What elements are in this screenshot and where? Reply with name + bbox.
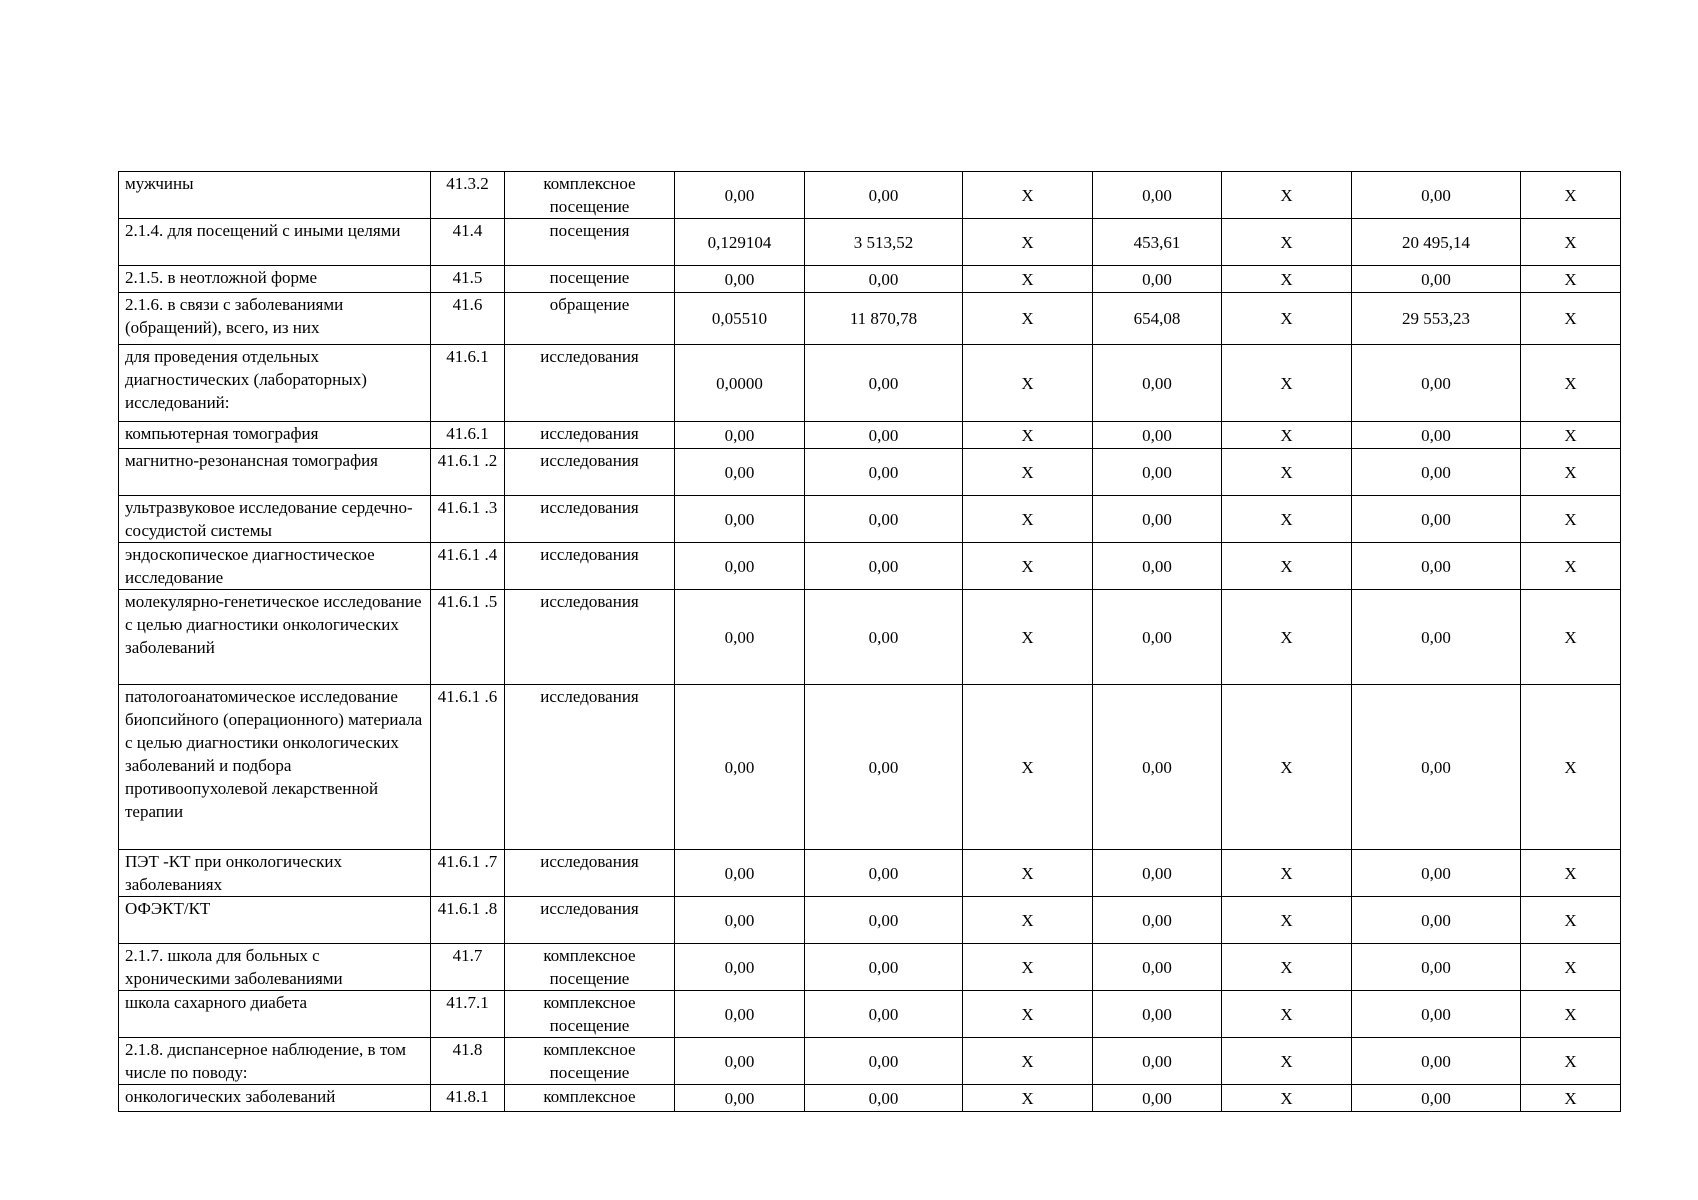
- row-code: 41.7.1: [431, 991, 505, 1038]
- table-row: [119, 590, 1621, 685]
- row-value-6: 0,00: [1352, 897, 1521, 944]
- row-name: молекулярно-генетическое исследование с целью диагностики онкологических заболеваний: [119, 590, 431, 685]
- row-value-1: 0,00: [675, 496, 805, 543]
- row-value-5: X: [1222, 590, 1352, 685]
- row-unit: исследования: [505, 422, 675, 449]
- row-unit: обращение: [505, 293, 675, 345]
- table-row: [119, 1038, 1621, 1085]
- row-name: эндоскопическое диагностическое исследование: [119, 543, 431, 590]
- table-row: [119, 219, 1621, 266]
- row-value-3: X: [963, 1038, 1093, 1085]
- row-value-7: X: [1521, 685, 1621, 850]
- row-code: 41.8.1: [431, 1085, 505, 1112]
- row-value-6: 0,00: [1352, 685, 1521, 850]
- row-value-1: 0,00: [675, 944, 805, 991]
- row-value-6: 20 495,14: [1352, 219, 1521, 266]
- row-value-6: 0,00: [1352, 991, 1521, 1038]
- row-value-4: 0,00: [1093, 944, 1222, 991]
- row-value-5: X: [1222, 1085, 1352, 1112]
- row-value-3: X: [963, 496, 1093, 543]
- row-value-2: 0,00: [805, 685, 963, 850]
- row-name: для проведения отдельных диагностических (лабораторных) исследований:: [119, 345, 431, 422]
- row-value-7: X: [1521, 850, 1621, 897]
- row-value-2: 0,00: [805, 543, 963, 590]
- row-value-2: 0,00: [805, 944, 963, 991]
- row-unit: комплексное посещение: [505, 172, 675, 219]
- table-row: [119, 496, 1621, 543]
- row-value-4: 0,00: [1093, 1085, 1222, 1112]
- row-name: компьютерная томография: [119, 422, 431, 449]
- row-value-7: X: [1521, 543, 1621, 590]
- row-code: 41.6.1: [431, 422, 505, 449]
- row-name: мужчины: [119, 172, 431, 219]
- row-value-4: 0,00: [1093, 991, 1222, 1038]
- row-value-1: 0,00: [675, 897, 805, 944]
- row-code: 41.6.1 .5: [431, 590, 505, 685]
- row-value-7: X: [1521, 496, 1621, 543]
- row-value-3: X: [963, 293, 1093, 345]
- row-value-6: 0,00: [1352, 1085, 1521, 1112]
- row-value-5: X: [1222, 543, 1352, 590]
- row-unit: посещения: [505, 219, 675, 266]
- row-value-3: X: [963, 850, 1093, 897]
- row-unit: исследования: [505, 496, 675, 543]
- row-value-4: 0,00: [1093, 685, 1222, 850]
- row-value-1: 0,129104: [675, 219, 805, 266]
- tariff-table: [118, 171, 1621, 1112]
- row-value-5: X: [1222, 685, 1352, 850]
- row-value-6: 0,00: [1352, 1038, 1521, 1085]
- row-value-1: 0,00: [675, 685, 805, 850]
- row-value-1: 0,00: [675, 850, 805, 897]
- table-row: [119, 991, 1621, 1038]
- row-value-5: X: [1222, 172, 1352, 219]
- row-value-5: X: [1222, 991, 1352, 1038]
- row-value-2: 0,00: [805, 449, 963, 496]
- row-value-1: 0,00: [675, 266, 805, 293]
- row-value-1: 0,00: [675, 449, 805, 496]
- row-value-4: 0,00: [1093, 590, 1222, 685]
- row-value-2: 0,00: [805, 172, 963, 219]
- row-value-4: 0,00: [1093, 449, 1222, 496]
- table-row: [119, 422, 1621, 449]
- row-value-7: X: [1521, 422, 1621, 449]
- row-value-2: 0,00: [805, 266, 963, 293]
- row-value-3: X: [963, 1085, 1093, 1112]
- row-value-5: X: [1222, 1038, 1352, 1085]
- row-value-1: 0,00: [675, 543, 805, 590]
- row-value-5: X: [1222, 944, 1352, 991]
- row-unit: комплексное посещение: [505, 944, 675, 991]
- row-value-7: X: [1521, 1085, 1621, 1112]
- row-value-7: X: [1521, 293, 1621, 345]
- row-value-1: 0,00: [675, 1038, 805, 1085]
- row-value-6: 0,00: [1352, 543, 1521, 590]
- row-value-3: X: [963, 345, 1093, 422]
- row-value-7: X: [1521, 991, 1621, 1038]
- row-code: 41.7: [431, 944, 505, 991]
- row-code: 41.5: [431, 266, 505, 293]
- row-value-4: 0,00: [1093, 850, 1222, 897]
- row-name: магнитно-резонансная томография: [119, 449, 431, 496]
- table-row: [119, 293, 1621, 345]
- row-value-1: 0,0000: [675, 345, 805, 422]
- row-value-7: X: [1521, 449, 1621, 496]
- row-value-4: 0,00: [1093, 496, 1222, 543]
- table-row: [119, 266, 1621, 293]
- row-value-7: X: [1521, 897, 1621, 944]
- row-value-5: X: [1222, 449, 1352, 496]
- row-value-4: 0,00: [1093, 422, 1222, 449]
- row-value-2: 11 870,78: [805, 293, 963, 345]
- row-value-4: 0,00: [1093, 1038, 1222, 1085]
- row-name: ультразвуковое исследование сердечно-сосудистой системы: [119, 496, 431, 543]
- row-value-3: X: [963, 897, 1093, 944]
- row-value-4: 654,08: [1093, 293, 1222, 345]
- row-value-7: X: [1521, 1038, 1621, 1085]
- row-value-7: X: [1521, 219, 1621, 266]
- row-value-6: 0,00: [1352, 496, 1521, 543]
- table-row: [119, 685, 1621, 850]
- row-code: 41.6.1 .2: [431, 449, 505, 496]
- row-value-1: 0,00: [675, 1085, 805, 1112]
- table-row: [119, 1085, 1621, 1112]
- row-unit: комплексное посещение: [505, 1038, 675, 1085]
- row-value-5: X: [1222, 897, 1352, 944]
- row-code: 41.3.2: [431, 172, 505, 219]
- row-value-6: 0,00: [1352, 422, 1521, 449]
- row-name: 2.1.8. диспансерное наблюдение, в том числе по поводу:: [119, 1038, 431, 1085]
- row-value-2: 0,00: [805, 345, 963, 422]
- row-value-5: X: [1222, 850, 1352, 897]
- row-value-3: X: [963, 172, 1093, 219]
- row-value-3: X: [963, 449, 1093, 496]
- row-value-3: X: [963, 590, 1093, 685]
- row-value-5: X: [1222, 293, 1352, 345]
- row-value-3: X: [963, 219, 1093, 266]
- row-value-5: X: [1222, 345, 1352, 422]
- row-value-1: 0,00: [675, 991, 805, 1038]
- row-value-6: 0,00: [1352, 172, 1521, 219]
- row-value-6: 0,00: [1352, 590, 1521, 685]
- row-value-4: 453,61: [1093, 219, 1222, 266]
- row-name: ОФЭКТ/КТ: [119, 897, 431, 944]
- row-name: 2.1.6. в связи с заболеваниями (обращений), всего, из них: [119, 293, 431, 345]
- row-value-3: X: [963, 991, 1093, 1038]
- row-unit: комплексное: [505, 1085, 675, 1112]
- row-unit: комплексное посещение: [505, 991, 675, 1038]
- row-unit: исследования: [505, 449, 675, 496]
- row-unit: исследования: [505, 850, 675, 897]
- row-value-2: 0,00: [805, 1038, 963, 1085]
- table-row: [119, 543, 1621, 590]
- row-unit: исследования: [505, 345, 675, 422]
- row-name: 2.1.7. школа для больных с хроническими заболеваниями: [119, 944, 431, 991]
- row-value-5: X: [1222, 266, 1352, 293]
- row-value-2: 0,00: [805, 496, 963, 543]
- table-row: [119, 172, 1621, 219]
- row-name: 2.1.5. в неотложной форме: [119, 266, 431, 293]
- row-value-3: X: [963, 543, 1093, 590]
- row-value-4: 0,00: [1093, 266, 1222, 293]
- row-code: 41.8: [431, 1038, 505, 1085]
- row-value-5: X: [1222, 422, 1352, 449]
- row-name: школа сахарного диабета: [119, 991, 431, 1038]
- row-unit: исследования: [505, 897, 675, 944]
- row-value-4: 0,00: [1093, 543, 1222, 590]
- row-value-6: 0,00: [1352, 850, 1521, 897]
- row-value-3: X: [963, 685, 1093, 850]
- table-row: [119, 897, 1621, 944]
- row-value-1: 0,00: [675, 422, 805, 449]
- table-row: [119, 449, 1621, 496]
- row-value-1: 0,00: [675, 590, 805, 685]
- row-value-1: 0,00: [675, 172, 805, 219]
- row-code: 41.6.1: [431, 345, 505, 422]
- row-value-3: X: [963, 944, 1093, 991]
- row-value-4: 0,00: [1093, 172, 1222, 219]
- row-value-7: X: [1521, 944, 1621, 991]
- row-value-1: 0,05510: [675, 293, 805, 345]
- row-code: 41.6.1 .7: [431, 850, 505, 897]
- row-value-3: X: [963, 266, 1093, 293]
- table-row: [119, 850, 1621, 897]
- row-code: 41.6.1 .8: [431, 897, 505, 944]
- row-value-5: X: [1222, 496, 1352, 543]
- row-value-4: 0,00: [1093, 897, 1222, 944]
- row-value-7: X: [1521, 345, 1621, 422]
- row-value-4: 0,00: [1093, 345, 1222, 422]
- row-code: 41.6.1 .3: [431, 496, 505, 543]
- row-value-2: 0,00: [805, 991, 963, 1038]
- row-code: 41.4: [431, 219, 505, 266]
- table-row: [119, 345, 1621, 422]
- row-code: 41.6.1 .4: [431, 543, 505, 590]
- row-code: 41.6: [431, 293, 505, 345]
- row-value-6: 0,00: [1352, 266, 1521, 293]
- row-value-6: 0,00: [1352, 345, 1521, 422]
- row-name: 2.1.4. для посещений с иными целями: [119, 219, 431, 266]
- row-unit: посещение: [505, 266, 675, 293]
- row-value-7: X: [1521, 266, 1621, 293]
- row-value-5: X: [1222, 219, 1352, 266]
- table-body: [119, 172, 1621, 1112]
- row-value-6: 29 553,23: [1352, 293, 1521, 345]
- row-unit: исследования: [505, 543, 675, 590]
- row-code: 41.6.1 .6: [431, 685, 505, 850]
- row-value-6: 0,00: [1352, 449, 1521, 496]
- row-name: ПЭТ -КТ при онкологических заболеваниях: [119, 850, 431, 897]
- row-value-2: 3 513,52: [805, 219, 963, 266]
- row-unit: исследования: [505, 685, 675, 850]
- row-value-2: 0,00: [805, 897, 963, 944]
- row-value-3: X: [963, 422, 1093, 449]
- row-value-6: 0,00: [1352, 944, 1521, 991]
- row-value-2: 0,00: [805, 1085, 963, 1112]
- row-unit: исследования: [505, 590, 675, 685]
- row-name: патологоанатомическое исследование биопсийного (операционного) материала с целью диагностики онкологических заболеваний и подбора противоопухолевой лекарственной терапии: [119, 685, 431, 850]
- row-name: онкологических заболеваний: [119, 1085, 431, 1112]
- row-value-2: 0,00: [805, 850, 963, 897]
- row-value-7: X: [1521, 172, 1621, 219]
- row-value-7: X: [1521, 590, 1621, 685]
- row-value-2: 0,00: [805, 422, 963, 449]
- row-value-2: 0,00: [805, 590, 963, 685]
- table-row: [119, 944, 1621, 991]
